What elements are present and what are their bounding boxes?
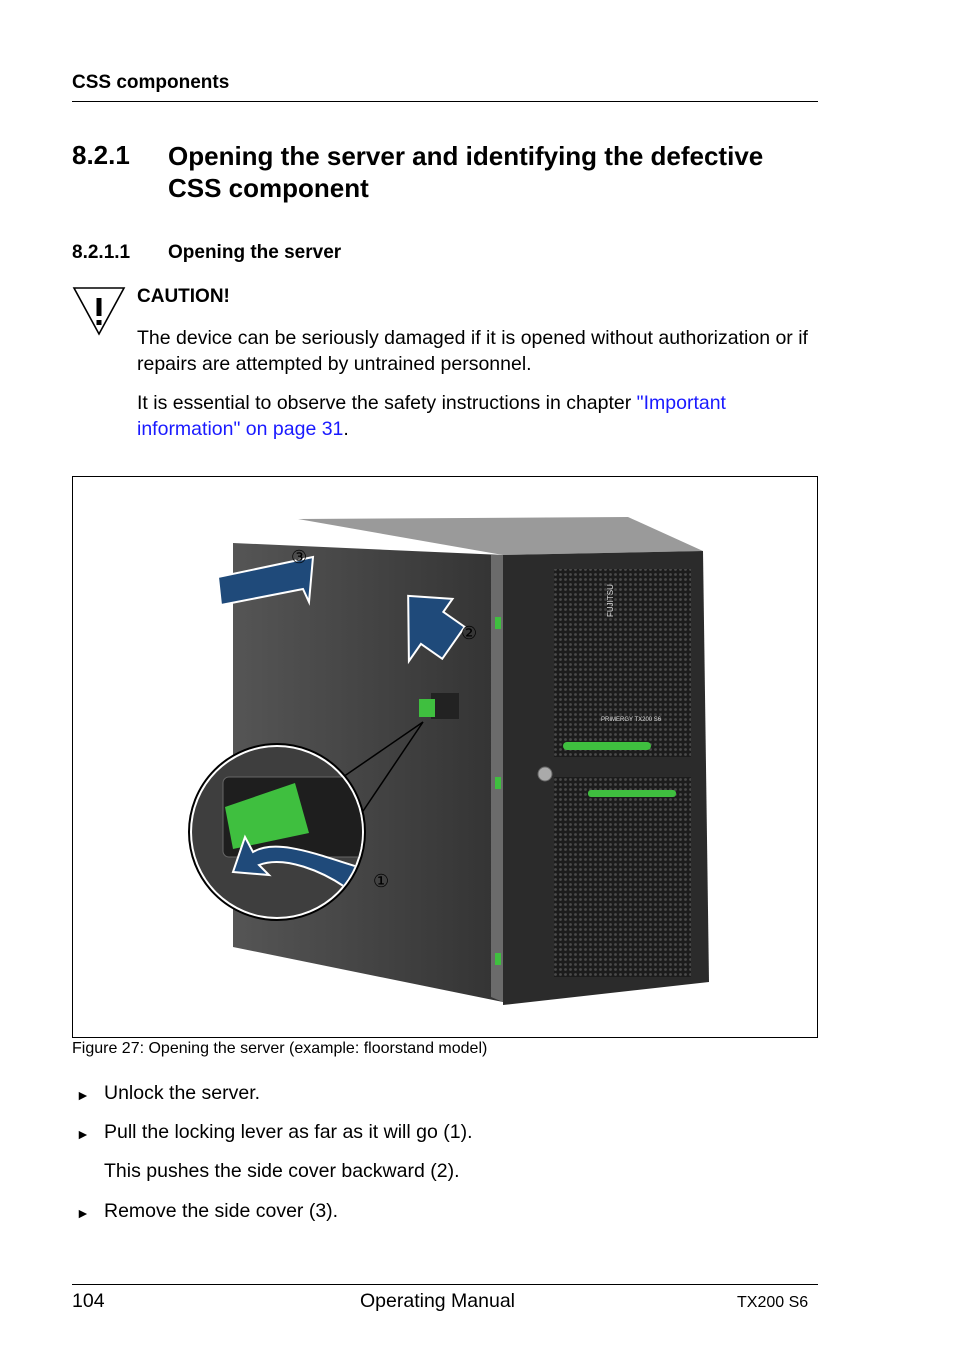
step-pull-lever: Pull the locking lever as far as it will go (1). (104, 1121, 473, 1143)
brand-label: FUJITSU (606, 584, 615, 617)
warning-triangle-icon (72, 286, 126, 336)
header-divider (72, 101, 818, 102)
rail-mark (495, 777, 501, 789)
safety-reference-text: It is essential to observe the safety instructions in chapter (137, 392, 637, 414)
model-name: TX200 S6 (737, 1294, 809, 1311)
step-bullet: ► (76, 1205, 90, 1221)
manual-title: Operating Manual (360, 1290, 516, 1312)
green-handle-lower (588, 790, 676, 797)
page-number: 104 (72, 1290, 105, 1312)
step-bullet: ► (76, 1126, 90, 1142)
server-illustration (73, 477, 817, 1037)
important-information-link[interactable]: "Important information" on page 31 (137, 392, 726, 440)
subsection-number: 8.2.1.1 (72, 242, 131, 263)
running-header: CSS components (72, 72, 230, 93)
side-latch (431, 693, 459, 719)
rail-mark (495, 617, 501, 629)
figure-frame (72, 476, 818, 1038)
section-title: Opening the server and identifying the defective CSS component (168, 141, 764, 203)
lower-bezel (554, 777, 691, 977)
green-handle-upper (563, 742, 651, 750)
subsection-title: Opening the server (168, 242, 342, 263)
callout-2: ② (461, 623, 478, 644)
figure-caption: Figure 27: Opening the server (example: floorstand model) (72, 1040, 488, 1057)
step-remove-cover: Remove the side cover (3). (104, 1200, 339, 1222)
safety-reference (137, 390, 817, 442)
top-bezel (554, 569, 691, 757)
key-lock-icon (538, 767, 552, 781)
rail-mark (495, 953, 501, 965)
step-unlock: Unlock the server. (104, 1082, 261, 1104)
step-bullet: ► (76, 1087, 90, 1103)
side-latch-lever (419, 699, 435, 717)
callout-1: ① (373, 871, 390, 892)
caution-heading: CAUTION! (137, 286, 230, 307)
step-note: This pushes the side cover backward (2). (104, 1160, 460, 1182)
product-label: PRIMERGY TX200 S6 (601, 717, 662, 723)
section-number: 8.2.1 (72, 140, 130, 170)
caution-text: The device can be seriously damaged if it is opened without authorization or if repairs are attempted by untrained personnel. (137, 327, 808, 375)
footer-divider (72, 1284, 818, 1285)
callout-3: ③ (291, 547, 308, 568)
safety-reference-period: . (343, 418, 349, 440)
